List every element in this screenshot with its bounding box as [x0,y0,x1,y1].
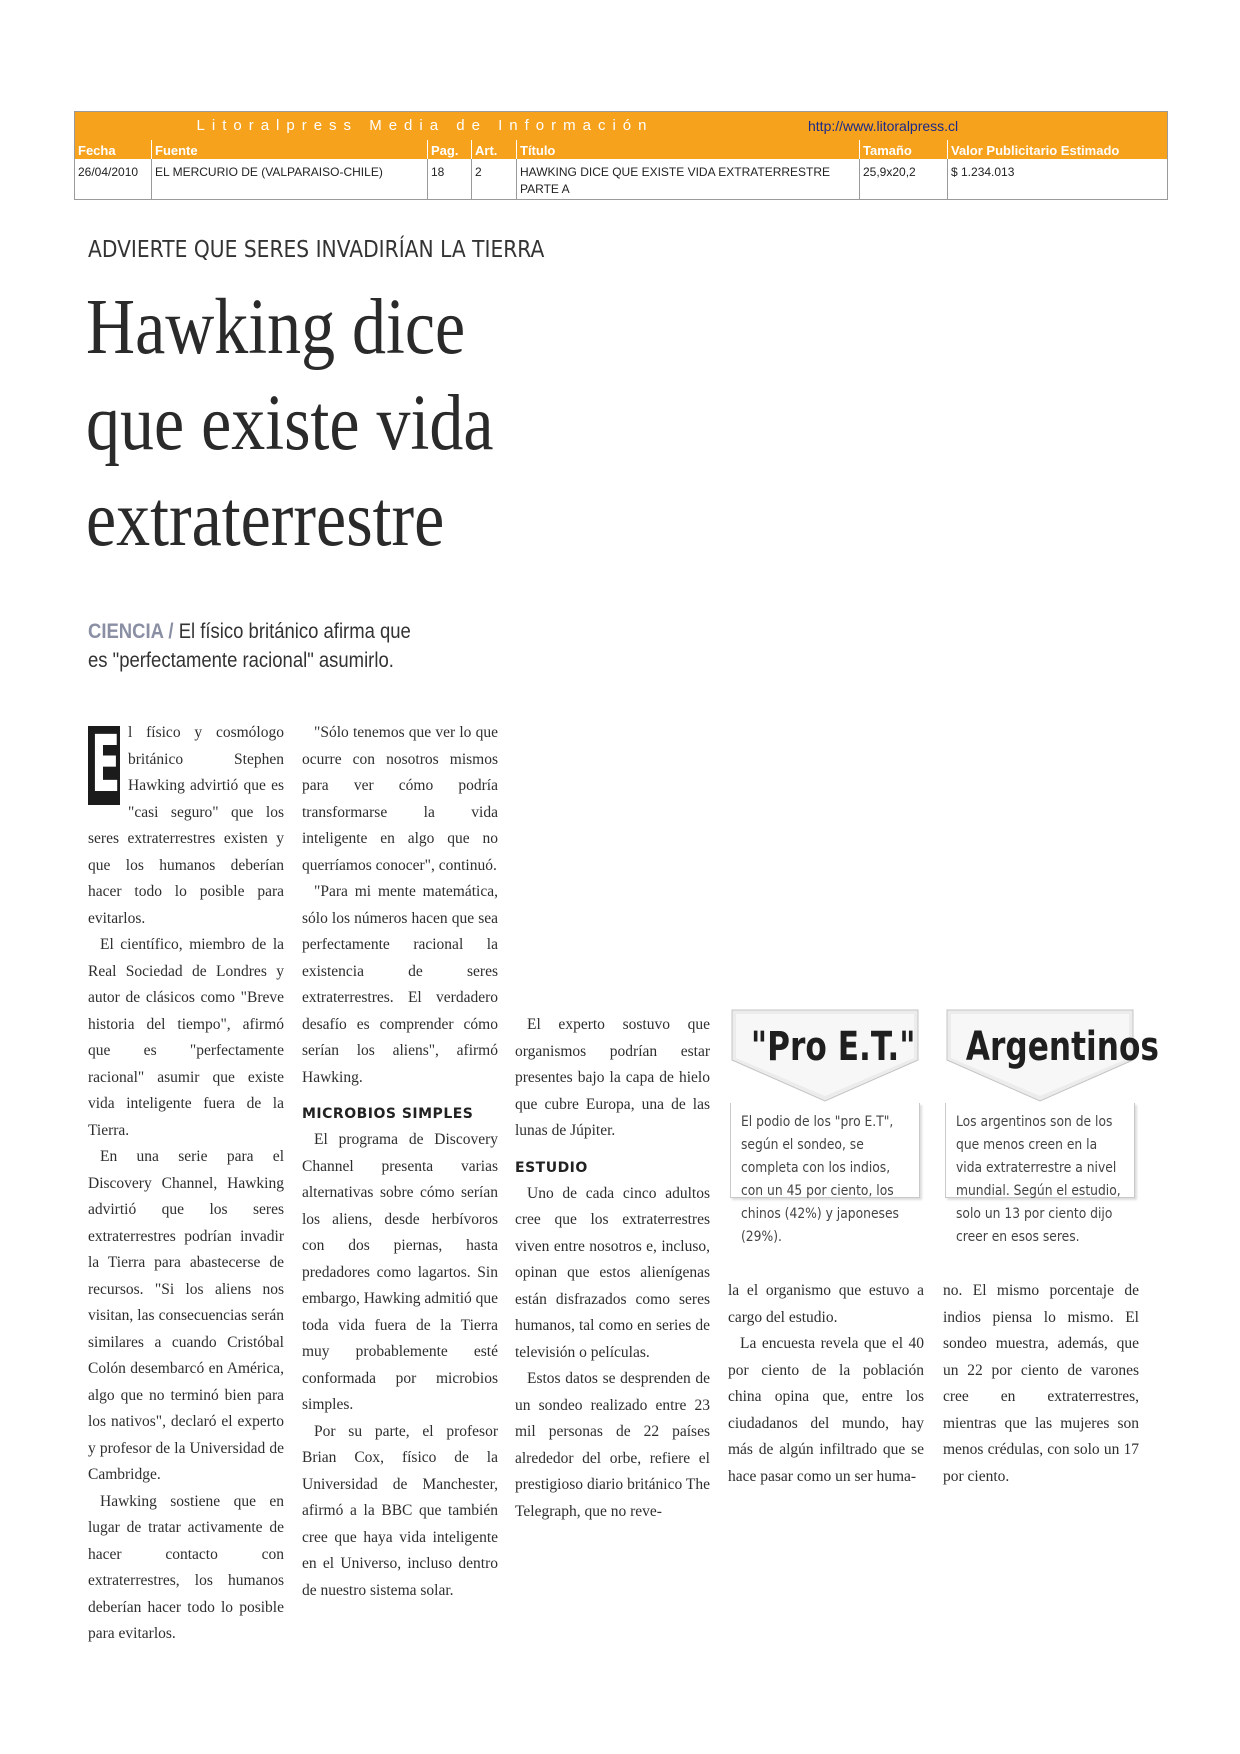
box-header [945,1008,1159,1103]
article-column-4 [728,1278,924,1490]
value-titulo: HAWKING DICE QUE EXISTE VIDA EXTRATERRESTRE PARTE A [517,159,860,199]
deck-section: CIENCIA / [88,620,174,643]
paragraph: "Sólo tenemos que ver lo que ocurre con nosotros mismos para ver cómo podría transformarse la vida inteligente en algo que no querríamos conocer", continuó. [302,724,498,874]
column-header-titulo: Título [517,140,860,159]
paragraph: "Para mi mente matemática, sólo los números hacen que sea perfectamente racional la existencia de seres extraterrestres. El verdadero desafío es comprender cómo serían los aliens", afirmó Hawking. [302,883,498,1086]
value-pag: 18 [428,159,472,199]
column-header-fecha: Fecha [75,140,152,159]
box-header [730,1008,920,1103]
paragraph: La encuesta revela que el 40 por ciento de la población china opina que, entre los ciudadanos del mundo, hay más de algún infiltrado que se hace pasar como un ser huma- [728,1335,924,1485]
article-column-1 [88,720,284,1648]
paragraph: En una serie para el Discovery Channel, Hawking advirtió que los seres extraterrestres podrían invadir la Tierra para abastecerse de recursos. "Si los aliens nos visitan, las consecuencias serán similares a cuando Cristóbal Colón desembarcó en América, algo que no terminó bien para los nativos", declaró el experto y profesor de la Universidad de Cambridge. [88,1148,284,1483]
value-tamano: 25,9x20,2 [860,159,948,199]
article-headline: Hawking dice que existe vida extraterrestre [86,284,494,563]
brand-name: Litoralpress Media de Información [196,117,654,134]
paragraph: Hawking sostiene que en lugar de tratar activamente de hacer contacto con extraterrestres, los humanos deberían hacer todo lo posible para evitarlos. [88,1492,284,1642]
paragraph: El experto sostuvo que organismos podrían estar presentes bajo la capa de hielo que cubre Europa, una de las lunas de Júpiter. [515,1016,710,1139]
article-column-3 [515,1012,710,1525]
paragraph: Estos datos se desprenden de un sondeo realizado entre 23 mil personas de 22 países alrededor del orbe, refiere el prestigioso diario británico The Telegraph, que no reve- [515,1370,710,1520]
paragraph: l físico y cosmólogo británico Stephen Hawking advirtió que es "casi seguro" que los seres extraterrestres existen y que los humanos deberían hacer todo lo posible para evitarlos. [88,724,284,927]
article-kicker: ADVIERTE QUE SERES INVADIRÍAN LA TIERRA [88,237,545,263]
paragraph: El científico, miembro de la Real Sociedad de Londres y autor de clásicos como "Breve historia del tiempo", afirmó que es "perfectamente racional" asumir que existe vida inteligente fuera de la Tierra. [88,936,284,1139]
article-deck [88,617,422,675]
box-body: El podio de los "pro E.T", según el sondeo, se completa con los indios, con un 45 por ciento, los chinos (42%) y japoneses (29%). [730,1103,920,1198]
value-art: 2 [472,159,517,199]
value-fuente: EL MERCURIO DE (VALPARAISO-CHILE) [152,159,428,199]
paragraph: Por su parte, el profesor Brian Cox, físico de la Universidad de Manchester, afirmó a la BBC que también cree que haya vida inteligente en el Universo, incluso dentro de nuestro sistema solar. [302,1422,498,1599]
header-banner [75,112,1167,140]
value-valor: $ 1.234.013 [951,165,1015,179]
clipping-header-table [74,111,1168,200]
header-values-row [75,159,1167,199]
deck-text: El físico británico afirma que es "perfectamente racional" asumirlo. [88,620,411,672]
subhead-estudio: ESTUDIO [515,1159,588,1176]
article-column-5 [943,1278,1139,1490]
paragraph: Uno de cada cinco adultos cree que los extraterrestres viven entre nosotros e, incluso, opinan que estos alienígenas están disfrazados como seres humanos, tal como en series de televisión o películas. [515,1184,710,1361]
column-header-art: Art. [472,140,517,159]
sidebar-box-argentinos [945,1008,1159,1245]
dropcap: E [88,726,120,805]
header-columns [75,140,1167,159]
value-fecha: 26/04/2010 [75,159,152,199]
subhead-microbios: MICROBIOS SIMPLES [302,1106,474,1122]
paragraph: no. El mismo porcentaje de indios piensa lo mismo. El sondeo muestra, además, que un 22 por ciento de varones cree en extraterrestres, mientras que las mujeres son menos crédulas, con solo un 17 por ciento. [943,1282,1139,1485]
box-title: Argentinos [965,1024,1159,1070]
article-column-2 [302,720,498,1604]
paragraph: la el organismo que estuvo a cargo del estudio. [728,1282,924,1326]
box-title: "Pro E.T." [750,1024,916,1070]
column-header-fuente: Fuente [152,140,428,159]
sidebar-box-pro-et [730,1008,920,1245]
brand-url[interactable]: http://www.litoralpress.cl [808,118,959,134]
column-header-pag: Pag. [428,140,472,159]
column-header-valor: Valor Publicitario Estimado [951,143,1120,158]
column-header-tamano: Tamaño [860,140,948,159]
paragraph: El programa de Discovery Channel presenta varias alternativas sobre cómo serían los aliens, desde herbívoros con dos piernas, hasta predadores como lagartos. Sin embargo, Hawking admitió que toda vida fuera de la Tierra muy probablemente esté conformada por microbios simples. [302,1131,499,1413]
box-body: Los argentinos son de los que menos creen en la vida extraterrestre a nivel mundial. Según el estudio, solo un 13 por ciento dijo creer en esos seres. [945,1103,1135,1198]
